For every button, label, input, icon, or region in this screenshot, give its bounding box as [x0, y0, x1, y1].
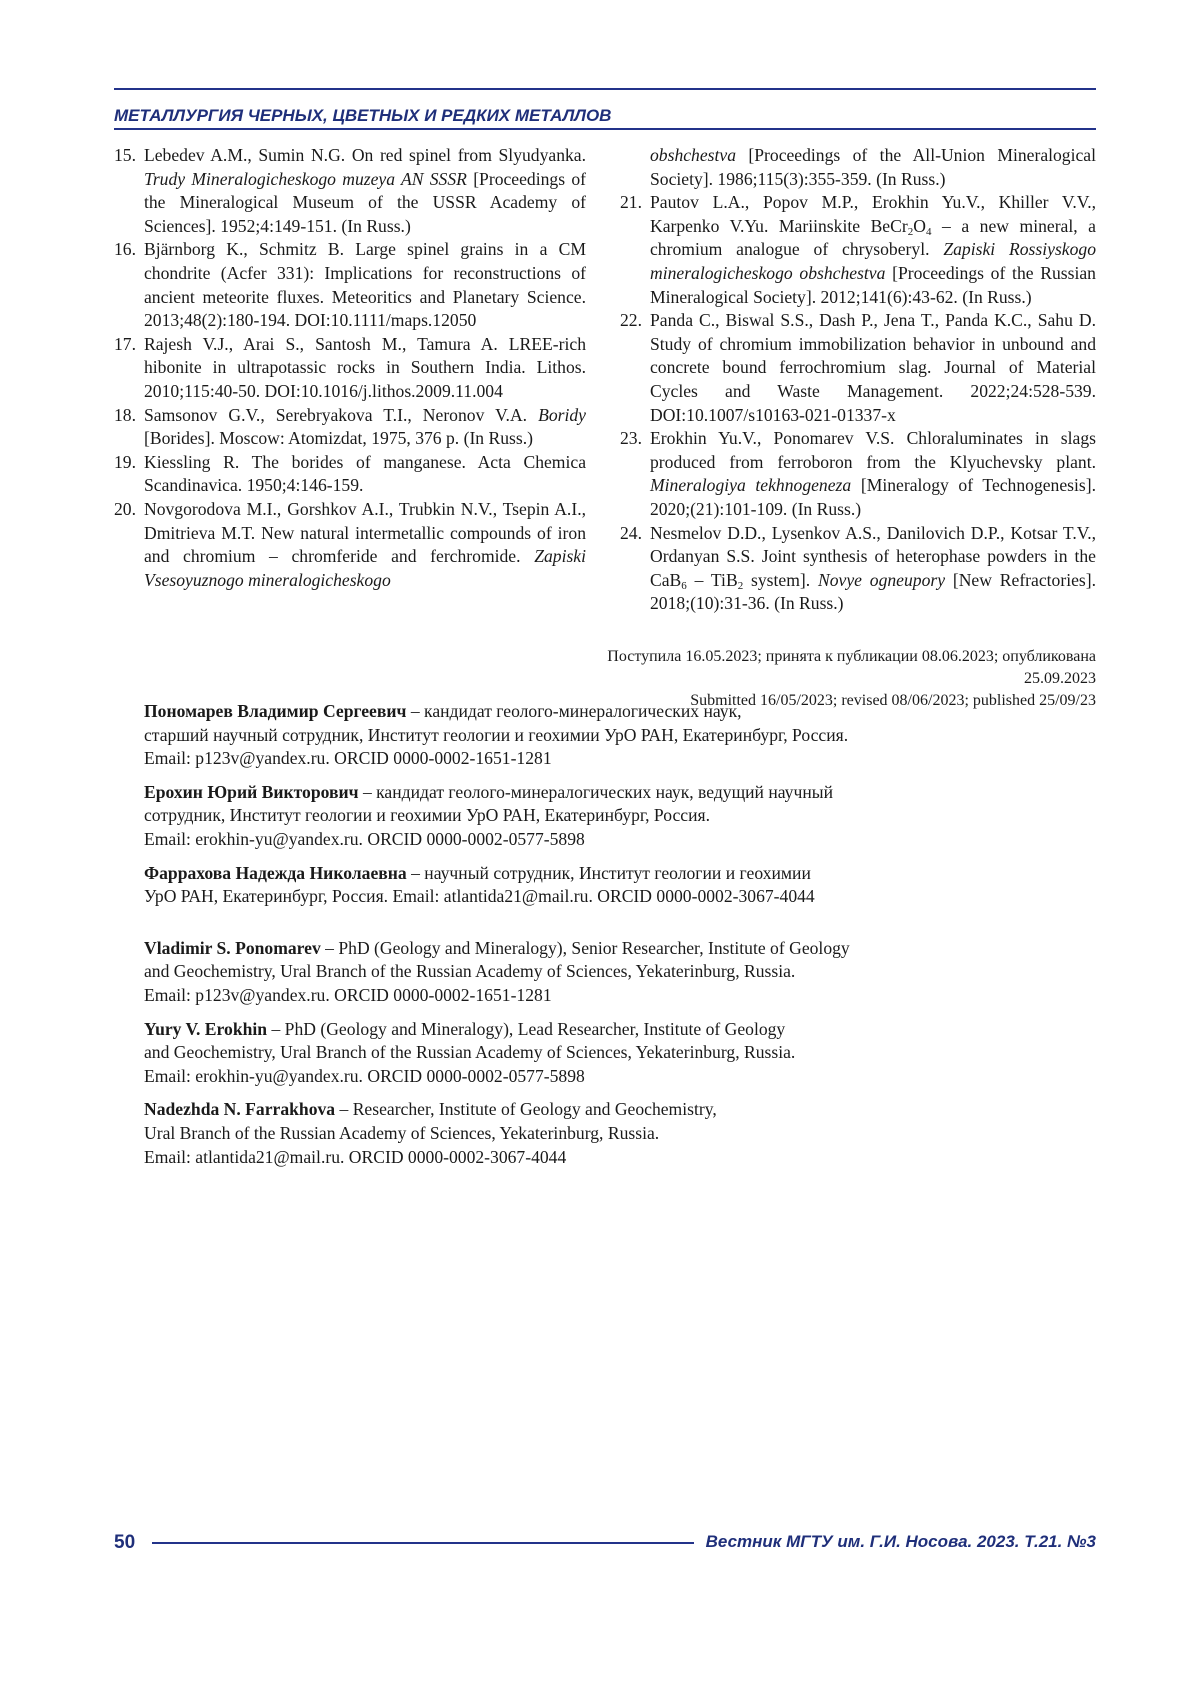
reference-number: 22.: [620, 310, 642, 331]
dates-russian: Поступила 16.05.2023; принята к публикации 08.06.2023; опубликована 25.09.2023: [607, 648, 1096, 687]
reference-text: [New Refractories]. 2018;(10):31-36. (In Russ.): [650, 569, 1096, 614]
author-ru-2: [144, 781, 1044, 852]
reference-text: [Mineralogy of Technogenesis]. 2020;(21):101-109. (In Russ.): [650, 475, 1097, 519]
reference-text: – TiB: [686, 569, 738, 590]
reference-source: Mineralogiya tekhnogeneza: [650, 475, 852, 496]
reference-text: [Proceedings of the Mineralogical Museum of the USSR Academy of Sciences]. 1952;4:149-151. (In Russ.): [144, 168, 586, 236]
reference-20-continued: [620, 144, 1096, 191]
reference-text: Bjärnborg K., Schmitz B. Large spinel grains in a CM chondrite (Acfer 331): Implications for reconstructions of ancient meteorite fluxes. Meteoritics and Planetary Science. 2013;48(2):180-194. DOI:10.1111/maps.12050: [144, 239, 586, 331]
author-line: – научный сотрудник, Институт геологии и геохимии: [406, 862, 811, 883]
reference-23: [620, 427, 1096, 521]
reference-24: [620, 522, 1096, 616]
author-ru-1: [144, 700, 1044, 771]
page-number: 50: [114, 1532, 136, 1553]
reference-source: Novye ogneupory: [817, 569, 946, 590]
dates-english: Submitted 16/05/2023; revised 08/06/2023; published 25/09/23: [690, 692, 1096, 709]
author-line: – кандидат геолого-минералогических наук,: [406, 701, 742, 721]
reference-source: Zapiski Vsesoyuznogo mineralogicheskogo: [144, 546, 586, 590]
author-en-3: [144, 1098, 1044, 1169]
author-en-1: [144, 937, 1044, 1008]
reference-text: Samsonov G.V., Serebryakova T.I., Neronov V.A.: [144, 404, 539, 425]
reference-source: Trudy Mineralogicheskogo muzeya AN SSSR: [144, 168, 467, 189]
author-line: and Geochemistry, Ural Branch of the Russian Academy of Sciences, Yekaterinburg, Russia.: [144, 961, 796, 982]
reference-text: O: [913, 215, 926, 236]
reference-16: [114, 238, 586, 332]
reference-number: 17.: [114, 333, 136, 354]
author-name: Nadezhda N. Farrakhova: [144, 1099, 336, 1120]
reference-number: 16.: [114, 239, 136, 260]
reference-text: Erokhin Yu.V., Ponomarev V.S. Chloraluminates in slags produced from ferroboron from the Klyuchevsky plant.: [650, 428, 1096, 472]
subscript: 2: [907, 225, 914, 238]
reference-text: [Proceedings of the Russian Mineralogical Society]. 2012;141(6):43-62. (In Russ.): [650, 262, 1096, 307]
reference-21: [620, 191, 1096, 309]
reference-15: [114, 144, 586, 238]
header-rule-top: [114, 88, 1096, 90]
reference-text: Rajesh V.J., Arai S., Santosh M., Tamura A. LREE-rich hibonite in ultrapotassic rocks in Southern India. Lithos. 2010;115:40-50. DOI:10.1016/j.lithos.2009.11.004: [144, 333, 586, 401]
reference-source: Zapiski Rossiyskogo mineralogicheskogo obshchestva: [650, 239, 1096, 283]
author-line: – PhD (Geology and Mineralogy), Senior Researcher, Institute of Geology: [320, 937, 850, 958]
author-name: Yury V. Erokhin: [144, 1018, 268, 1039]
reference-text: Panda C., Biswal S.S., Dash P., Jena T., Panda K.C., Sahu D. Study of chromium immobilization behavior in unbound and concrete bound ferrochromium slag. Journal of Material Cycles and Waste Management. 2022;24:528-539. DOI:10.1007/s10163-021-01337-x: [650, 310, 1096, 425]
author-name: Пономарев Владимир Сергеевич: [144, 701, 407, 721]
author-contact: УрО РАН, Екатеринбург, Россия. Email: atlantida21@mail.ru. ORCID 0000-0002-3067-4044: [144, 886, 815, 907]
author-line: Ural Branch of the Russian Academy of Sciences, Yekaterinburg, Russia.: [144, 1122, 660, 1143]
reference-22: [620, 309, 1096, 427]
reference-20: [114, 498, 586, 592]
reference-text: Kiessling R. The borides of manganese. Acta Chemica Scandinavica. 1950;4:146-159.: [144, 451, 586, 496]
reference-18: [114, 404, 586, 451]
reference-text: system].: [743, 569, 818, 590]
reference-text: [Proceedings of the All-Union Mineralogical Society]. 1986;115(3):355-359. (In Russ.): [650, 145, 1096, 189]
author-ru-3: [144, 862, 1044, 909]
author-name: Ерохин Юрий Викторович: [144, 781, 359, 802]
author-line: старший научный сотрудник, Институт геологии и геохимии УрО РАН, Екатеринбург, Россия.: [144, 724, 849, 745]
reference-text: Pautov L.A., Popov M.P., Erokhin Yu.V., Khiller V.V., Karpenko V.Yu. Mariinskite BeCr: [650, 192, 1096, 236]
reference-text: [Borides]. Moscow: Atomizdat, 1975, 376 p. (In Russ.): [144, 428, 533, 449]
author-name: Фаррахова Надежда Николаевна: [144, 862, 407, 883]
author-contact: Email: p123v@yandex.ru. ORCID 0000-0002-1651-1281: [144, 748, 552, 769]
author-line: – Researcher, Institute of Geology and Geochemistry,: [335, 1099, 717, 1120]
author-contact: Email: erokhin-yu@yandex.ru. ORCID 0000-0002-0577-5898: [144, 828, 585, 849]
references-right-column: [620, 144, 1096, 616]
author-line: сотрудник, Институт геологии и геохимии УрО РАН, Екатеринбург, Россия.: [144, 805, 711, 826]
footer-rule: [152, 1542, 694, 1544]
reference-number: 24.: [620, 522, 642, 543]
reference-number: 19.: [114, 451, 136, 472]
reference-19: [114, 451, 586, 498]
reference-text: – a new mineral, a chromium analogue of chrysoberyl.: [650, 215, 1096, 260]
author-line: – кандидат геолого-минералогических наук, ведущий научный: [358, 781, 833, 802]
reference-number: 23.: [620, 428, 642, 449]
journal-citation: Вестник МГТУ им. Г.И. Носова. 2023. Т.21. №3: [705, 1532, 1096, 1551]
running-header: МЕТАЛЛУРГИЯ ЧЕРНЫХ, ЦВЕТНЫХ И РЕДКИХ МЕТАЛЛОВ: [114, 106, 612, 125]
reference-text: Lebedev A.M., Sumin N.G. On red spinel from Slyudyanka.: [144, 145, 586, 165]
author-line: and Geochemistry, Ural Branch of the Russian Academy of Sciences, Yekaterinburg, Russia.: [144, 1042, 796, 1063]
reference-number: 20.: [114, 498, 136, 519]
reference-source: obshchestva: [650, 145, 736, 165]
header-rule-bottom: [114, 128, 1096, 130]
author-contact: Email: atlantida21@mail.ru. ORCID 0000-0002-3067-4044: [144, 1146, 567, 1167]
reference-17: [114, 333, 586, 404]
author-name: Vladimir S. Ponomarev: [144, 937, 321, 958]
author-contact: Email: erokhin-yu@yandex.ru. ORCID 0000-0002-0577-5898: [144, 1065, 585, 1086]
reference-number: 21.: [620, 192, 642, 213]
reference-text: Nesmelov D.D., Lysenkov A.S., Danilovich D.P., Kotsar T.V., Ordanyan S.S. Joint synthesis of heterophase powders in the CaB: [650, 522, 1096, 590]
reference-number: 18.: [114, 404, 136, 425]
reference-source: Boridy: [538, 404, 586, 425]
author-information: [144, 700, 1044, 1179]
reference-text: Novgorodova M.I., Gorshkov A.I., Trubkin N.V., Tsepin A.I., Dmitrieva M.T. New natural intermetallic compounds of iron and chromium – chromferide and ferchromide.: [144, 498, 586, 567]
author-en-2: [144, 1018, 1044, 1089]
subscript: 2: [737, 579, 744, 592]
spacer: [144, 919, 1044, 937]
author-contact: Email: p123v@yandex.ru. ORCID 0000-0002-1651-1281: [144, 984, 552, 1005]
references-left-column: [114, 144, 586, 592]
subscript: 6: [681, 579, 687, 592]
subscript: 4: [925, 225, 932, 238]
author-line: – PhD (Geology and Mineralogy), Lead Researcher, Institute of Geology: [267, 1018, 786, 1039]
reference-number: 15.: [114, 145, 136, 165]
